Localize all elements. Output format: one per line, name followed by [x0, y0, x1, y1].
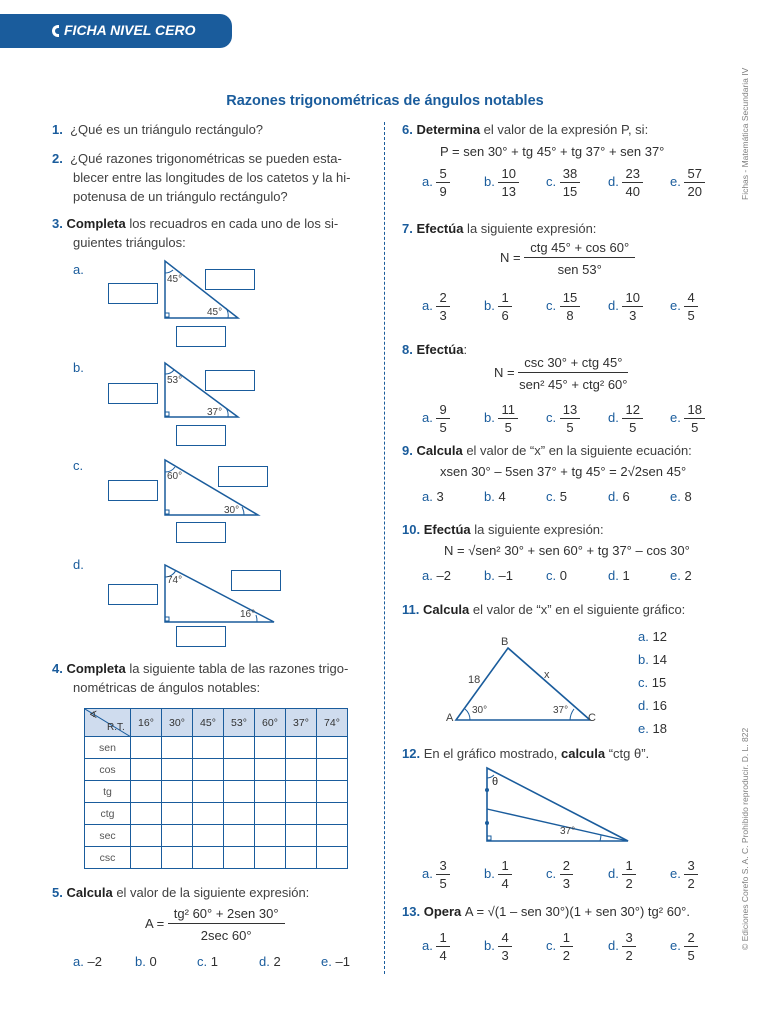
- option-label: a.: [73, 954, 84, 969]
- rt-cell[interactable]: [162, 803, 193, 825]
- q12-verb: calcula: [560, 746, 606, 761]
- q3-triangle-a: [160, 256, 245, 324]
- rt-cell[interactable]: [255, 759, 286, 781]
- rt-cell[interactable]: [162, 759, 193, 781]
- rt-row-label: ctg: [85, 803, 131, 825]
- rt-cell[interactable]: [286, 781, 317, 803]
- question-6: [402, 120, 648, 139]
- q3-c-box-left[interactable]: [108, 480, 158, 501]
- q2-number: 2.: [52, 151, 63, 166]
- option-value[interactable]: $\frac{3}{5}$: [436, 858, 449, 891]
- option-label: e.: [670, 297, 681, 313]
- option-label: c.: [546, 409, 557, 425]
- q3-a-angle-bottom: 45°: [207, 307, 223, 318]
- option-value[interactable]: 3: [436, 489, 444, 504]
- rt-header-angle: 37°: [286, 709, 317, 737]
- q10-expression: N = √sen² 30° + sen 60° + tg 37° – cos 30°: [444, 543, 690, 558]
- option-value[interactable]: 16: [652, 698, 667, 713]
- q7-numerator: ctg 45° + cos 60°: [524, 240, 635, 258]
- option-value[interactable]: $\frac{4}{5}$: [684, 290, 697, 323]
- option-label: c.: [546, 173, 557, 189]
- q3-verb: Completa: [66, 216, 126, 231]
- option-label: a.: [422, 568, 433, 583]
- option-value[interactable]: 5: [559, 489, 567, 504]
- option-value[interactable]: $\frac{23}{40}$: [622, 166, 642, 199]
- option-label: b.: [484, 409, 495, 425]
- q11-number: 11.: [402, 602, 420, 617]
- q4-verb: Completa: [66, 661, 126, 676]
- option-label: d.: [608, 173, 619, 189]
- q12-options: [422, 858, 722, 898]
- rt-cell[interactable]: [255, 847, 286, 869]
- option-label: b.: [484, 865, 495, 881]
- rt-row: [85, 759, 348, 781]
- option-label: e.: [670, 173, 681, 189]
- option-label: b.: [484, 173, 495, 189]
- option-label: c.: [546, 568, 557, 583]
- q11-side-ab: 18: [468, 674, 481, 686]
- option-value[interactable]: $\frac{18}{5}$: [684, 402, 704, 435]
- option-label: d.: [608, 937, 619, 953]
- rt-cell[interactable]: [224, 825, 255, 847]
- q13-verb: Opera: [423, 904, 462, 919]
- rt-cell[interactable]: [162, 825, 193, 847]
- q8-options: [422, 402, 722, 442]
- option-value[interactable]: $\frac{3}{2}$: [684, 858, 697, 891]
- option-label: a.: [422, 489, 433, 504]
- rt-cell[interactable]: [131, 737, 162, 759]
- rt-cell[interactable]: [317, 759, 348, 781]
- rt-header-angle: 30°: [162, 709, 193, 737]
- q11-options: [638, 625, 667, 740]
- option-label: c.: [546, 865, 557, 881]
- rt-header-angle: 45°: [193, 709, 224, 737]
- option-label: e.: [321, 954, 332, 969]
- q9-expression: xsen 30° – 5sen 37° + tg 45° = 2√2sen 45°: [440, 464, 687, 479]
- rt-cell[interactable]: [193, 759, 224, 781]
- rt-row: [85, 781, 348, 803]
- option-value[interactable]: $\frac{1}{4}$: [436, 930, 449, 963]
- question-7: [402, 219, 596, 238]
- rt-header-angle: 53°: [224, 709, 255, 737]
- option-label: c.: [197, 954, 208, 969]
- option-value[interactable]: $\frac{9}{5}$: [436, 402, 449, 435]
- q7-lhs: N =: [500, 249, 521, 265]
- page-title: Razones trigonométricas de ángulos notables: [226, 93, 544, 109]
- q5-options: [73, 954, 373, 972]
- rt-row-label: sec: [85, 825, 131, 847]
- option-value[interactable]: $\frac{3}{2}$: [622, 930, 635, 963]
- q2-line1: ¿Qué razones trigonométricas se pueden esta-: [70, 151, 342, 166]
- q5-number: 5.: [52, 885, 63, 900]
- option-label: a.: [422, 865, 433, 881]
- q4-number: 4.: [52, 661, 63, 676]
- q10-text: la siguiente expresión:: [470, 522, 604, 537]
- q12-figure: [480, 764, 635, 846]
- q12-angle: 37°: [560, 826, 576, 837]
- column-divider: [384, 122, 385, 974]
- rt-cell[interactable]: [162, 781, 193, 803]
- q3-b-box-hypotenuse[interactable]: [205, 370, 255, 391]
- q11-text: el valor de “x” en el siguiente gráfico:: [469, 602, 686, 617]
- option-value[interactable]: $\frac{1}{2}$: [560, 930, 573, 963]
- option-value[interactable]: 12: [652, 629, 667, 644]
- q3-b-box-left[interactable]: [108, 383, 158, 404]
- rt-cell[interactable]: [193, 803, 224, 825]
- question-5: [52, 883, 309, 902]
- option-label: a.: [422, 937, 433, 953]
- rt-cell[interactable]: [317, 825, 348, 847]
- option-value[interactable]: $\frac{11}{5}$: [498, 402, 518, 435]
- q12-number: 12.: [402, 746, 421, 761]
- option-value[interactable]: $\frac{5}{9}$: [436, 166, 449, 199]
- option-label: c.: [638, 675, 649, 690]
- rt-cell[interactable]: [224, 847, 255, 869]
- q1-number: 1.: [52, 122, 63, 137]
- option-value[interactable]: 8: [684, 489, 692, 504]
- option-value[interactable]: $\frac{1}{4}$: [498, 858, 511, 891]
- option-label: d.: [608, 409, 619, 425]
- rt-cell[interactable]: [193, 825, 224, 847]
- option-value[interactable]: –1: [498, 568, 513, 583]
- option-value[interactable]: 15: [651, 675, 667, 690]
- option-value[interactable]: 1: [622, 568, 630, 583]
- option-label: e.: [670, 489, 681, 504]
- rt-cell[interactable]: [317, 737, 348, 759]
- question-8: [402, 340, 467, 359]
- rt-cell[interactable]: [255, 737, 286, 759]
- q3-a-box-left[interactable]: [108, 283, 158, 304]
- rt-row: [85, 803, 348, 825]
- rt-cell[interactable]: [131, 847, 162, 869]
- q6-verb: Determina: [416, 122, 481, 137]
- rt-header-angle: 16°: [131, 709, 162, 737]
- rt-row-label: cos: [85, 759, 131, 781]
- option-value[interactable]: $\frac{2}{3}$: [560, 858, 573, 891]
- rt-cell[interactable]: [193, 781, 224, 803]
- rt-cell[interactable]: [317, 803, 348, 825]
- q6-text: el valor de la expresión P, si:: [480, 122, 649, 137]
- q11-side-bc: x: [544, 669, 550, 681]
- option-value[interactable]: 1: [210, 954, 218, 969]
- option-label: b.: [638, 652, 649, 667]
- option-value[interactable]: $\frac{10}{13}$: [498, 166, 518, 199]
- option-label: d.: [638, 698, 649, 713]
- q9-verb: Calcula: [416, 443, 463, 458]
- q2-line3: potenusa de un triángulo rectángulo?: [73, 189, 288, 204]
- rt-cell[interactable]: [317, 781, 348, 803]
- question-3: [52, 214, 370, 252]
- q9-text: el valor de “x” en la siguiente ecuación:: [462, 443, 692, 458]
- rt-cell[interactable]: [224, 737, 255, 759]
- q6-number: 6.: [402, 122, 413, 137]
- q3-line1: los recuadros en cada uno de los si-: [125, 216, 339, 231]
- q3-a-angle-top: 45°: [167, 274, 183, 285]
- q8-number: 8.: [402, 342, 413, 357]
- rt-cell[interactable]: [286, 847, 317, 869]
- q10-number: 10.: [402, 522, 421, 537]
- q5-text: el valor de la siguiente expresión:: [112, 885, 310, 900]
- rt-cell[interactable]: [131, 759, 162, 781]
- q3-d-angle-top: 74°: [167, 575, 183, 586]
- option-label: d.: [608, 568, 619, 583]
- side-text-top: Fichas - Matemática Secundaria IV: [740, 67, 750, 200]
- rt-cell[interactable]: [131, 781, 162, 803]
- q8-text: :: [463, 342, 468, 357]
- rt-cell[interactable]: [193, 737, 224, 759]
- q3-item-c-label: c.: [73, 458, 84, 473]
- option-label: a.: [638, 629, 649, 644]
- q6-expression: P = sen 30° + tg 45° + tg 37° + sen 37°: [440, 144, 665, 159]
- q3-c-angle-top: 60°: [167, 471, 183, 482]
- question-11: [402, 600, 685, 619]
- q11-vertex-c: C: [588, 712, 596, 724]
- rt-cell[interactable]: [224, 781, 255, 803]
- q11-angle-c: 37°: [553, 705, 569, 716]
- option-label: e.: [670, 409, 681, 425]
- option-value[interactable]: $\frac{2}{5}$: [684, 930, 697, 963]
- q3-item-d-label: d.: [73, 557, 84, 572]
- q3-c-box-hypotenuse[interactable]: [218, 466, 268, 487]
- q12-pre: En el gráfico mostrado,: [420, 746, 561, 761]
- q11-angle-a: 30°: [472, 705, 488, 716]
- rt-corner-angle: ∢: [89, 710, 98, 721]
- option-value[interactable]: 6: [622, 489, 630, 504]
- q3-c-box-bottom[interactable]: [176, 522, 226, 543]
- q8-lhs: N =: [494, 364, 515, 380]
- q9-number: 9.: [402, 443, 413, 458]
- question-2: [52, 149, 370, 206]
- q4-line1: la siguiente tabla de las razones trigo-: [125, 661, 349, 676]
- option-label: d.: [608, 489, 619, 504]
- q3-item-a-label: a.: [73, 262, 84, 277]
- option-label: e.: [670, 865, 681, 881]
- q9-options: [422, 489, 722, 507]
- q3-a-box-hypotenuse[interactable]: [205, 269, 255, 290]
- q8-denominator: sen² 45° + ctg² 60°: [519, 377, 628, 392]
- option-value[interactable]: $\frac{2}{3}$: [436, 290, 449, 323]
- question-12: [402, 744, 649, 763]
- option-value[interactable]: $\frac{13}{5}$: [560, 402, 580, 435]
- q13-options: [422, 930, 722, 970]
- rt-row: [85, 737, 348, 759]
- option-value[interactable]: –1: [335, 954, 350, 969]
- q7-expression: [500, 240, 635, 277]
- rt-row-label: tg: [85, 781, 131, 803]
- rt-cell[interactable]: [131, 825, 162, 847]
- option-value[interactable]: 2: [684, 568, 692, 583]
- q3-d-box-bottom[interactable]: [176, 626, 226, 647]
- q3-b-angle-top: 53°: [167, 375, 183, 386]
- q12-text: “ctg θ”.: [605, 746, 650, 761]
- rt-row-label: sen: [85, 737, 131, 759]
- option-label: e.: [670, 937, 681, 953]
- rt-cell[interactable]: [162, 847, 193, 869]
- option-label: c.: [546, 937, 557, 953]
- q3-number: 3.: [52, 216, 63, 231]
- q3-d-box-hypotenuse[interactable]: [231, 570, 281, 591]
- q8-verb: Efectúa: [416, 342, 464, 357]
- q11-vertex-b: B: [501, 636, 509, 648]
- rt-corner-cell: [85, 709, 131, 737]
- option-label: a.: [422, 409, 433, 425]
- question-10: [402, 520, 604, 539]
- rt-cell[interactable]: [286, 803, 317, 825]
- rt-corner-rt: R.T.: [107, 722, 125, 733]
- rt-cell[interactable]: [317, 847, 348, 869]
- header-label: FICHA NIVEL CERO: [64, 22, 196, 38]
- option-label: a.: [422, 297, 433, 313]
- q1-text: ¿Qué es un triángulo rectángulo?: [70, 122, 264, 137]
- rt-cell[interactable]: [193, 847, 224, 869]
- rt-row: [85, 847, 348, 869]
- q5-numerator: tg² 60° + 2sen 30°: [168, 906, 285, 924]
- side-text-bottom: © Ediciones Corefo S. A. C. Prohibido reproducir. D. L. 822: [740, 727, 750, 950]
- option-label: c.: [546, 297, 557, 313]
- q6-options: [422, 166, 722, 206]
- q3-line2: guientes triángulos:: [73, 235, 186, 250]
- option-label: b.: [484, 297, 495, 313]
- question-4: [52, 659, 370, 697]
- q3-d-angle-bottom: 16°: [240, 609, 256, 620]
- rt-cell[interactable]: [286, 759, 317, 781]
- q7-number: 7.: [402, 221, 413, 236]
- option-value[interactable]: 18: [652, 721, 667, 736]
- header-mark-icon: [52, 25, 59, 37]
- option-label: d.: [608, 297, 619, 313]
- option-value[interactable]: 2: [273, 954, 281, 969]
- q3-triangle-c: [160, 455, 265, 520]
- option-value[interactable]: $\frac{57}{20}$: [684, 166, 704, 199]
- rt-cell[interactable]: [255, 825, 286, 847]
- option-value[interactable]: –2: [436, 568, 451, 583]
- option-value[interactable]: $\frac{10}{3}$: [622, 290, 642, 323]
- rt-cell[interactable]: [224, 803, 255, 825]
- q4-line2: nométricas de ángulos notables:: [73, 680, 261, 695]
- option-label: e.: [638, 721, 649, 736]
- rt-cell[interactable]: [255, 781, 286, 803]
- option-value[interactable]: 14: [652, 652, 667, 667]
- rt-row-label: csc: [85, 847, 131, 869]
- q11-vertex-a: A: [446, 712, 454, 724]
- option-label: d.: [259, 954, 270, 969]
- rt-cell[interactable]: [162, 737, 193, 759]
- option-value[interactable]: 0: [149, 954, 157, 969]
- question-9: [402, 441, 692, 460]
- q5-lhs: A =: [145, 915, 165, 931]
- option-label: e.: [670, 568, 681, 583]
- q3-c-angle-bottom: 30°: [224, 505, 240, 516]
- option-label: a.: [422, 173, 433, 189]
- rt-row: [85, 825, 348, 847]
- question-13: [402, 902, 690, 921]
- q7-text: la siguiente expresión:: [463, 221, 597, 236]
- q12-theta: θ: [492, 776, 499, 788]
- q3-b-box-bottom[interactable]: [176, 425, 226, 446]
- option-label: d.: [608, 865, 619, 881]
- rt-cell[interactable]: [255, 803, 286, 825]
- rt-header-angle: 74°: [317, 709, 348, 737]
- q13-number: 13.: [402, 904, 421, 919]
- q3-d-box-left[interactable]: [108, 584, 158, 605]
- q11-verb: Calcula: [422, 602, 470, 617]
- option-value[interactable]: $\frac{15}{8}$: [560, 290, 580, 323]
- option-label: b.: [484, 937, 495, 953]
- q10-options: [422, 568, 722, 586]
- rt-cell[interactable]: [131, 803, 162, 825]
- option-value[interactable]: $\frac{1}{6}$: [498, 290, 511, 323]
- q2-line2: blecer entre las longitudes de los catetos y la hi-: [73, 170, 351, 185]
- option-value[interactable]: $\frac{1}{2}$: [622, 858, 635, 891]
- rt-cell[interactable]: [286, 737, 317, 759]
- q3-a-box-bottom[interactable]: [176, 326, 226, 347]
- q7-verb: Efectúa: [416, 221, 464, 236]
- q5-verb: Calcula: [66, 885, 113, 900]
- q11-triangle: [440, 630, 600, 730]
- q5-denominator: 2sec 60°: [200, 928, 252, 943]
- q7-options: [422, 290, 722, 330]
- rt-table: [84, 708, 348, 869]
- option-value[interactable]: 4: [498, 489, 506, 504]
- rt-header-angle: 60°: [255, 709, 286, 737]
- q13-expression: A = √(1 – sen 30°)(1 + sen 30°) tg² 60°.: [464, 904, 690, 919]
- q3-item-b-label: b.: [73, 360, 84, 375]
- option-label: c.: [546, 489, 557, 504]
- option-value[interactable]: –2: [87, 954, 102, 969]
- option-label: b.: [484, 489, 495, 504]
- q7-denominator: sen 53°: [557, 262, 602, 277]
- option-value[interactable]: $\frac{12}{5}$: [622, 402, 642, 435]
- rt-cell[interactable]: [224, 759, 255, 781]
- option-value[interactable]: $\frac{4}{3}$: [498, 930, 511, 963]
- rt-cell[interactable]: [286, 825, 317, 847]
- q3-b-angle-bottom: 37°: [207, 407, 223, 418]
- option-value[interactable]: 0: [559, 568, 567, 583]
- option-value[interactable]: $\frac{38}{15}$: [560, 166, 580, 199]
- option-label: b.: [135, 954, 146, 969]
- q8-expression: [494, 355, 628, 392]
- q8-numerator: csc 30° + ctg 45°: [518, 355, 628, 373]
- option-label: b.: [484, 568, 495, 583]
- q5-expression: [145, 906, 285, 943]
- question-1: [52, 120, 263, 139]
- q10-verb: Efectúa: [423, 522, 471, 537]
